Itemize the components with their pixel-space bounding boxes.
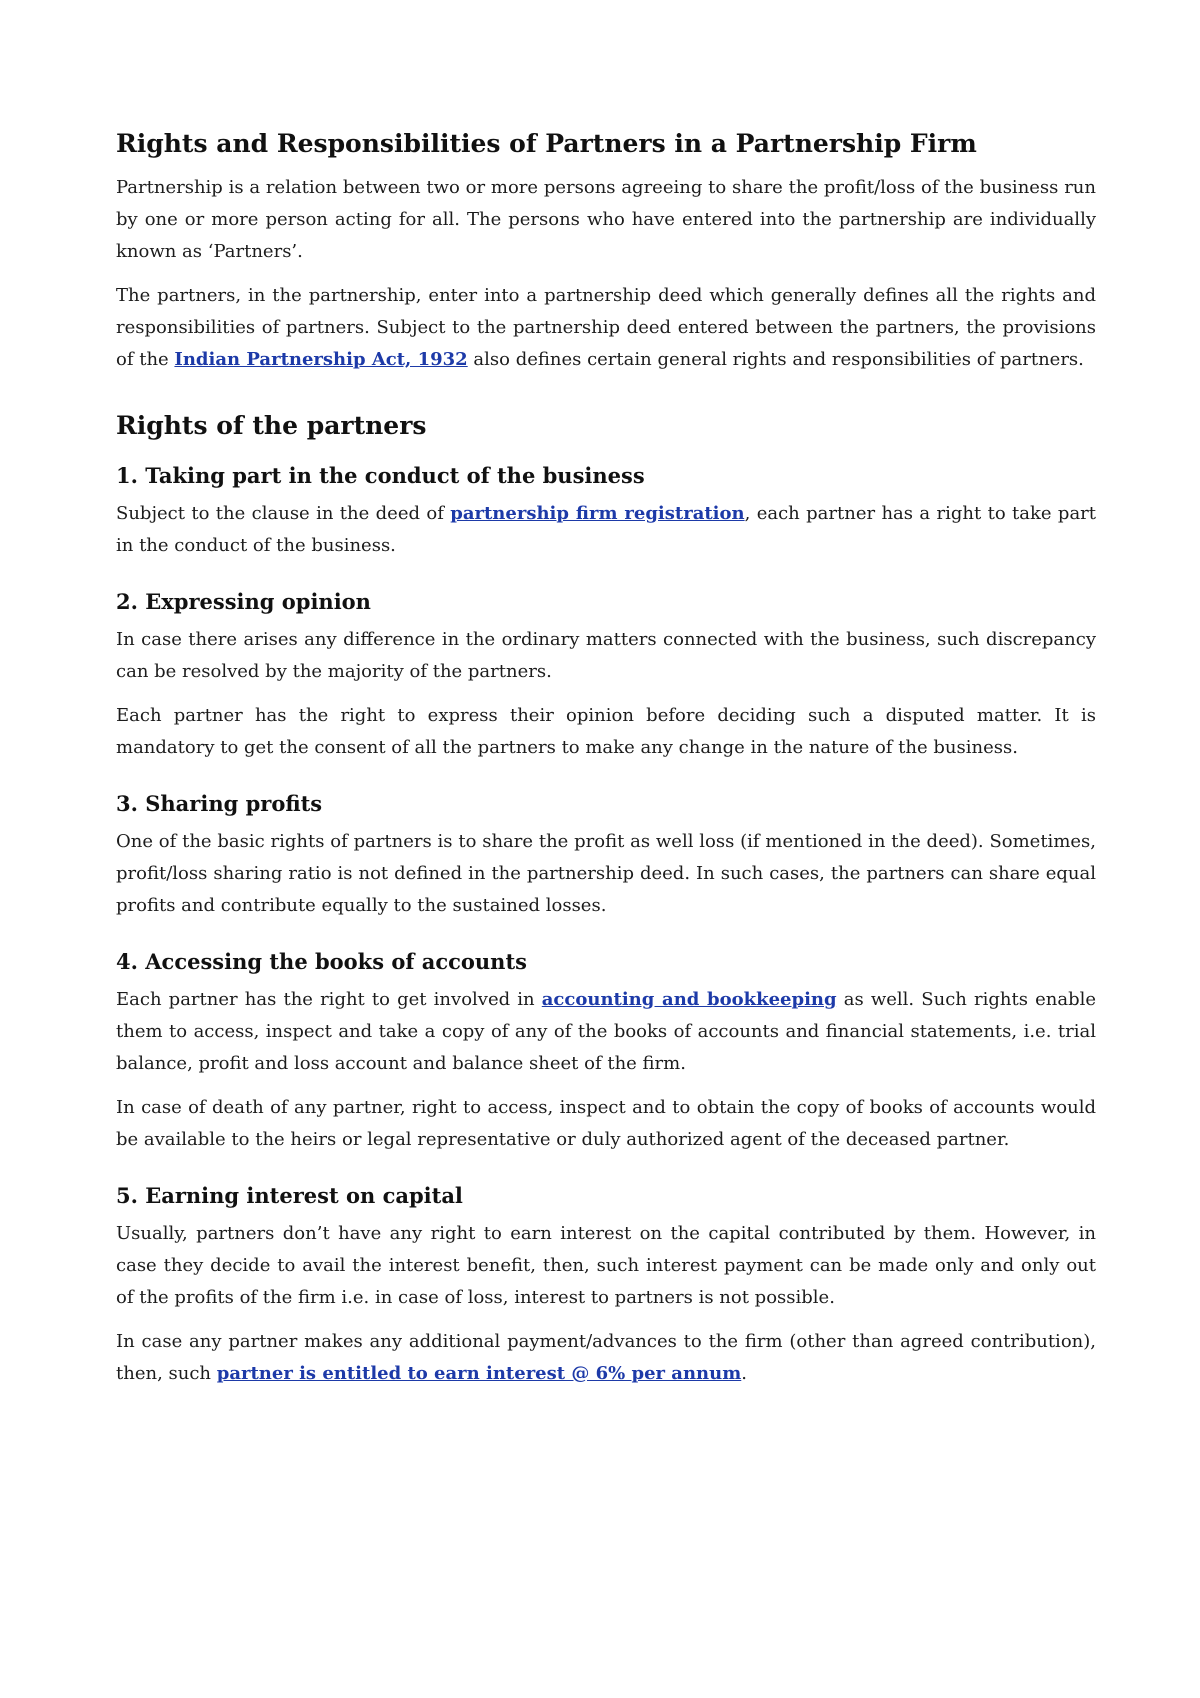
section-3-heading: 3. Sharing profits [116, 791, 323, 816]
rights-heading: Rights of the partners [116, 411, 427, 440]
section-2-paragraph-1: In case there arises any difference in the ordinary matters connected with the business, such discrepancy can be resolved by the majority of the partners. [116, 629, 1096, 682]
s4-text-before: Each partner has the right to get involved in [116, 989, 542, 1010]
s1-text-after: , each partner has a right to take part in the conduct of the business. [116, 503, 1097, 556]
intro-p2-text-before: The partners, in the partnership, enter into a partnership deed which generally defines all the rights and responsibilities of partners. Subject to the partnership deed entered between the partners, the provisions of the [116, 285, 1096, 370]
section-5-paragraph-2 [116, 1326, 1096, 1390]
section-1-paragraph [116, 498, 1096, 562]
section-5-paragraph-1: Usually, partners don’t have any right to earn interest on the capital contributed by them. However, in case they decide to avail the interest benefit, then, such interest payment can be made only and only out of the profits of the firm i.e. in case of loss, interest to partners is not possible. [116, 1223, 1096, 1308]
section-2-heading: 2. Expressing opinion [116, 589, 371, 614]
section-3-paragraph: One of the basic rights of partners is to share the profit as well loss (if mentioned in the deed). Sometimes, profit/loss sharing ratio is not defined in the partnership deed. In such cases, the partners can share equal profits and contribute equally to the sustained losses. [116, 831, 1096, 916]
s5-text-before: In case any partner makes any additional payment/advances to the firm (other than agreed contribution), then, such [116, 1331, 1096, 1384]
accounting-bookkeeping-link[interactable]: accounting and bookkeeping [541, 989, 837, 1010]
section-5-heading: 5. Earning interest on capital [116, 1183, 463, 1208]
interest-6-percent-link[interactable]: partner is entitled to earn interest @ 6% per annum [216, 1363, 742, 1384]
partnership-firm-registration-link[interactable]: partnership firm registration [450, 503, 745, 524]
s5-text-after: . [741, 1363, 748, 1384]
s4-text-after: as well. Such rights enable them to access, inspect and take a copy of any of the books of accounts and financial statements, i.e. trial balance, profit and loss account and balance sheet of the firm. [116, 989, 1097, 1074]
intro-paragraph-2 [116, 280, 1096, 376]
section-4-paragraph-2: In case of death of any partner, right to access, inspect and to obtain the copy of books of accounts would be available to the heirs or legal representative or duly authorized agent of the deceased partner. [116, 1097, 1096, 1150]
intro-p2-text-after: also defines certain general rights and responsibilities of partners. [467, 349, 1084, 370]
section-4-heading: 4. Accessing the books of accounts [116, 949, 527, 974]
section-4-paragraph-1 [116, 984, 1096, 1080]
section-1-heading: 1. Taking part in the conduct of the business [116, 463, 645, 488]
intro-paragraph-1: Partnership is a relation between two or more persons agreeing to share the profit/loss of the business run by one or more person acting for all. The persons who have entered into the partnership are individually known as ‘Partners’. [116, 177, 1096, 262]
document-title: Rights and Responsibilities of Partners in a Partnership Firm [116, 129, 977, 158]
s1-text-before: Subject to the clause in the deed of [116, 503, 451, 524]
indian-partnership-act-link[interactable]: Indian Partnership Act, 1932 [174, 349, 468, 370]
section-2-paragraph-2: Each partner has the right to express their opinion before deciding such a disputed matter. It is mandatory to get the consent of all the partners to make any change in the nature of the business. [116, 705, 1096, 758]
